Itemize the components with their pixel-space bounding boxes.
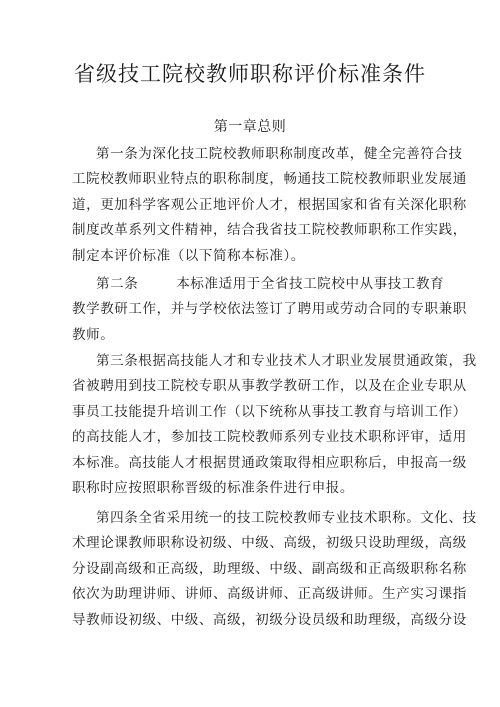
article-2-label: 第二条 [96, 276, 139, 292]
article-2-line: 教学教研工作，并与学校依法签订了聘用或劳动合同的专职兼职 [72, 301, 467, 318]
article-4-paragraph [72, 506, 477, 633]
article-3-line: 的高技能人才，参加技工院校教师系列专业技术职称评审，适用 [72, 429, 467, 446]
article-2-paragraph [72, 272, 467, 348]
document-title: 省级技工院校教师职称评价标准条件 [74, 62, 426, 86]
article-4-line: 导教师设初级、中级、高级，初级分设员级和助理级，高级分设 [72, 611, 467, 628]
article-4-line: 第四条全省采用统一的技工院校教师专业技术职称。文化、技 [96, 510, 477, 526]
article-4-line: 分设副高级和正高级，助理级、中级、副高级和正高级职称名称 [72, 560, 467, 577]
article-2-line: 教师。 [72, 326, 115, 343]
article-3-line: 省被聘用到技工院校专职从事教学教研工作，以及在企业专职从 [72, 378, 467, 395]
article-3-line: 事员工技能提升培训工作（以下统称从事技工教育与培训工作） [72, 403, 467, 420]
article-2-first-text: 本标准适用于全省技工院校中从事技工教育 [176, 276, 445, 292]
article-2-first-line [72, 272, 445, 297]
article-3-line: 第三条根据高技能人才和专业技术人才职业发展贯通政策，我 [96, 353, 477, 369]
article-1-paragraph [72, 142, 467, 269]
article-1-line: 第一条为深化技工院校教师职称制度改革，健全完善符合技 [96, 146, 463, 162]
article-4-line: 术理论课教师职称设初级、中级、高级，初级只设助理级，高级 [72, 535, 467, 552]
article-1-line: 工院校教师职业特点的职称制度，畅通技工院校教师职业发展通 [72, 171, 467, 188]
article-1-line: 道，更加科学客观公正地评价人才，根据国家和省有关深化职称 [72, 196, 467, 213]
article-4-line: 依次为助理讲师、讲师、高级讲师、正高级讲师。生产实习课指 [72, 586, 467, 603]
article-1-line: 制度改革系列文件精神，结合我省技工院校教师职称工作实践， [72, 222, 467, 239]
chapter-heading: 第一章总则 [213, 119, 287, 135]
article-3-line: 职称时应按照职称晋级的标准条件进行申报。 [72, 480, 354, 497]
article-1-line: 制定本评价标准（以下简称本标准）。 [72, 247, 305, 264]
article-3-paragraph [72, 349, 477, 501]
article-3-line: 本标准。高技能人才根据贯通政策取得相应职称后，申报高一级 [72, 454, 467, 471]
